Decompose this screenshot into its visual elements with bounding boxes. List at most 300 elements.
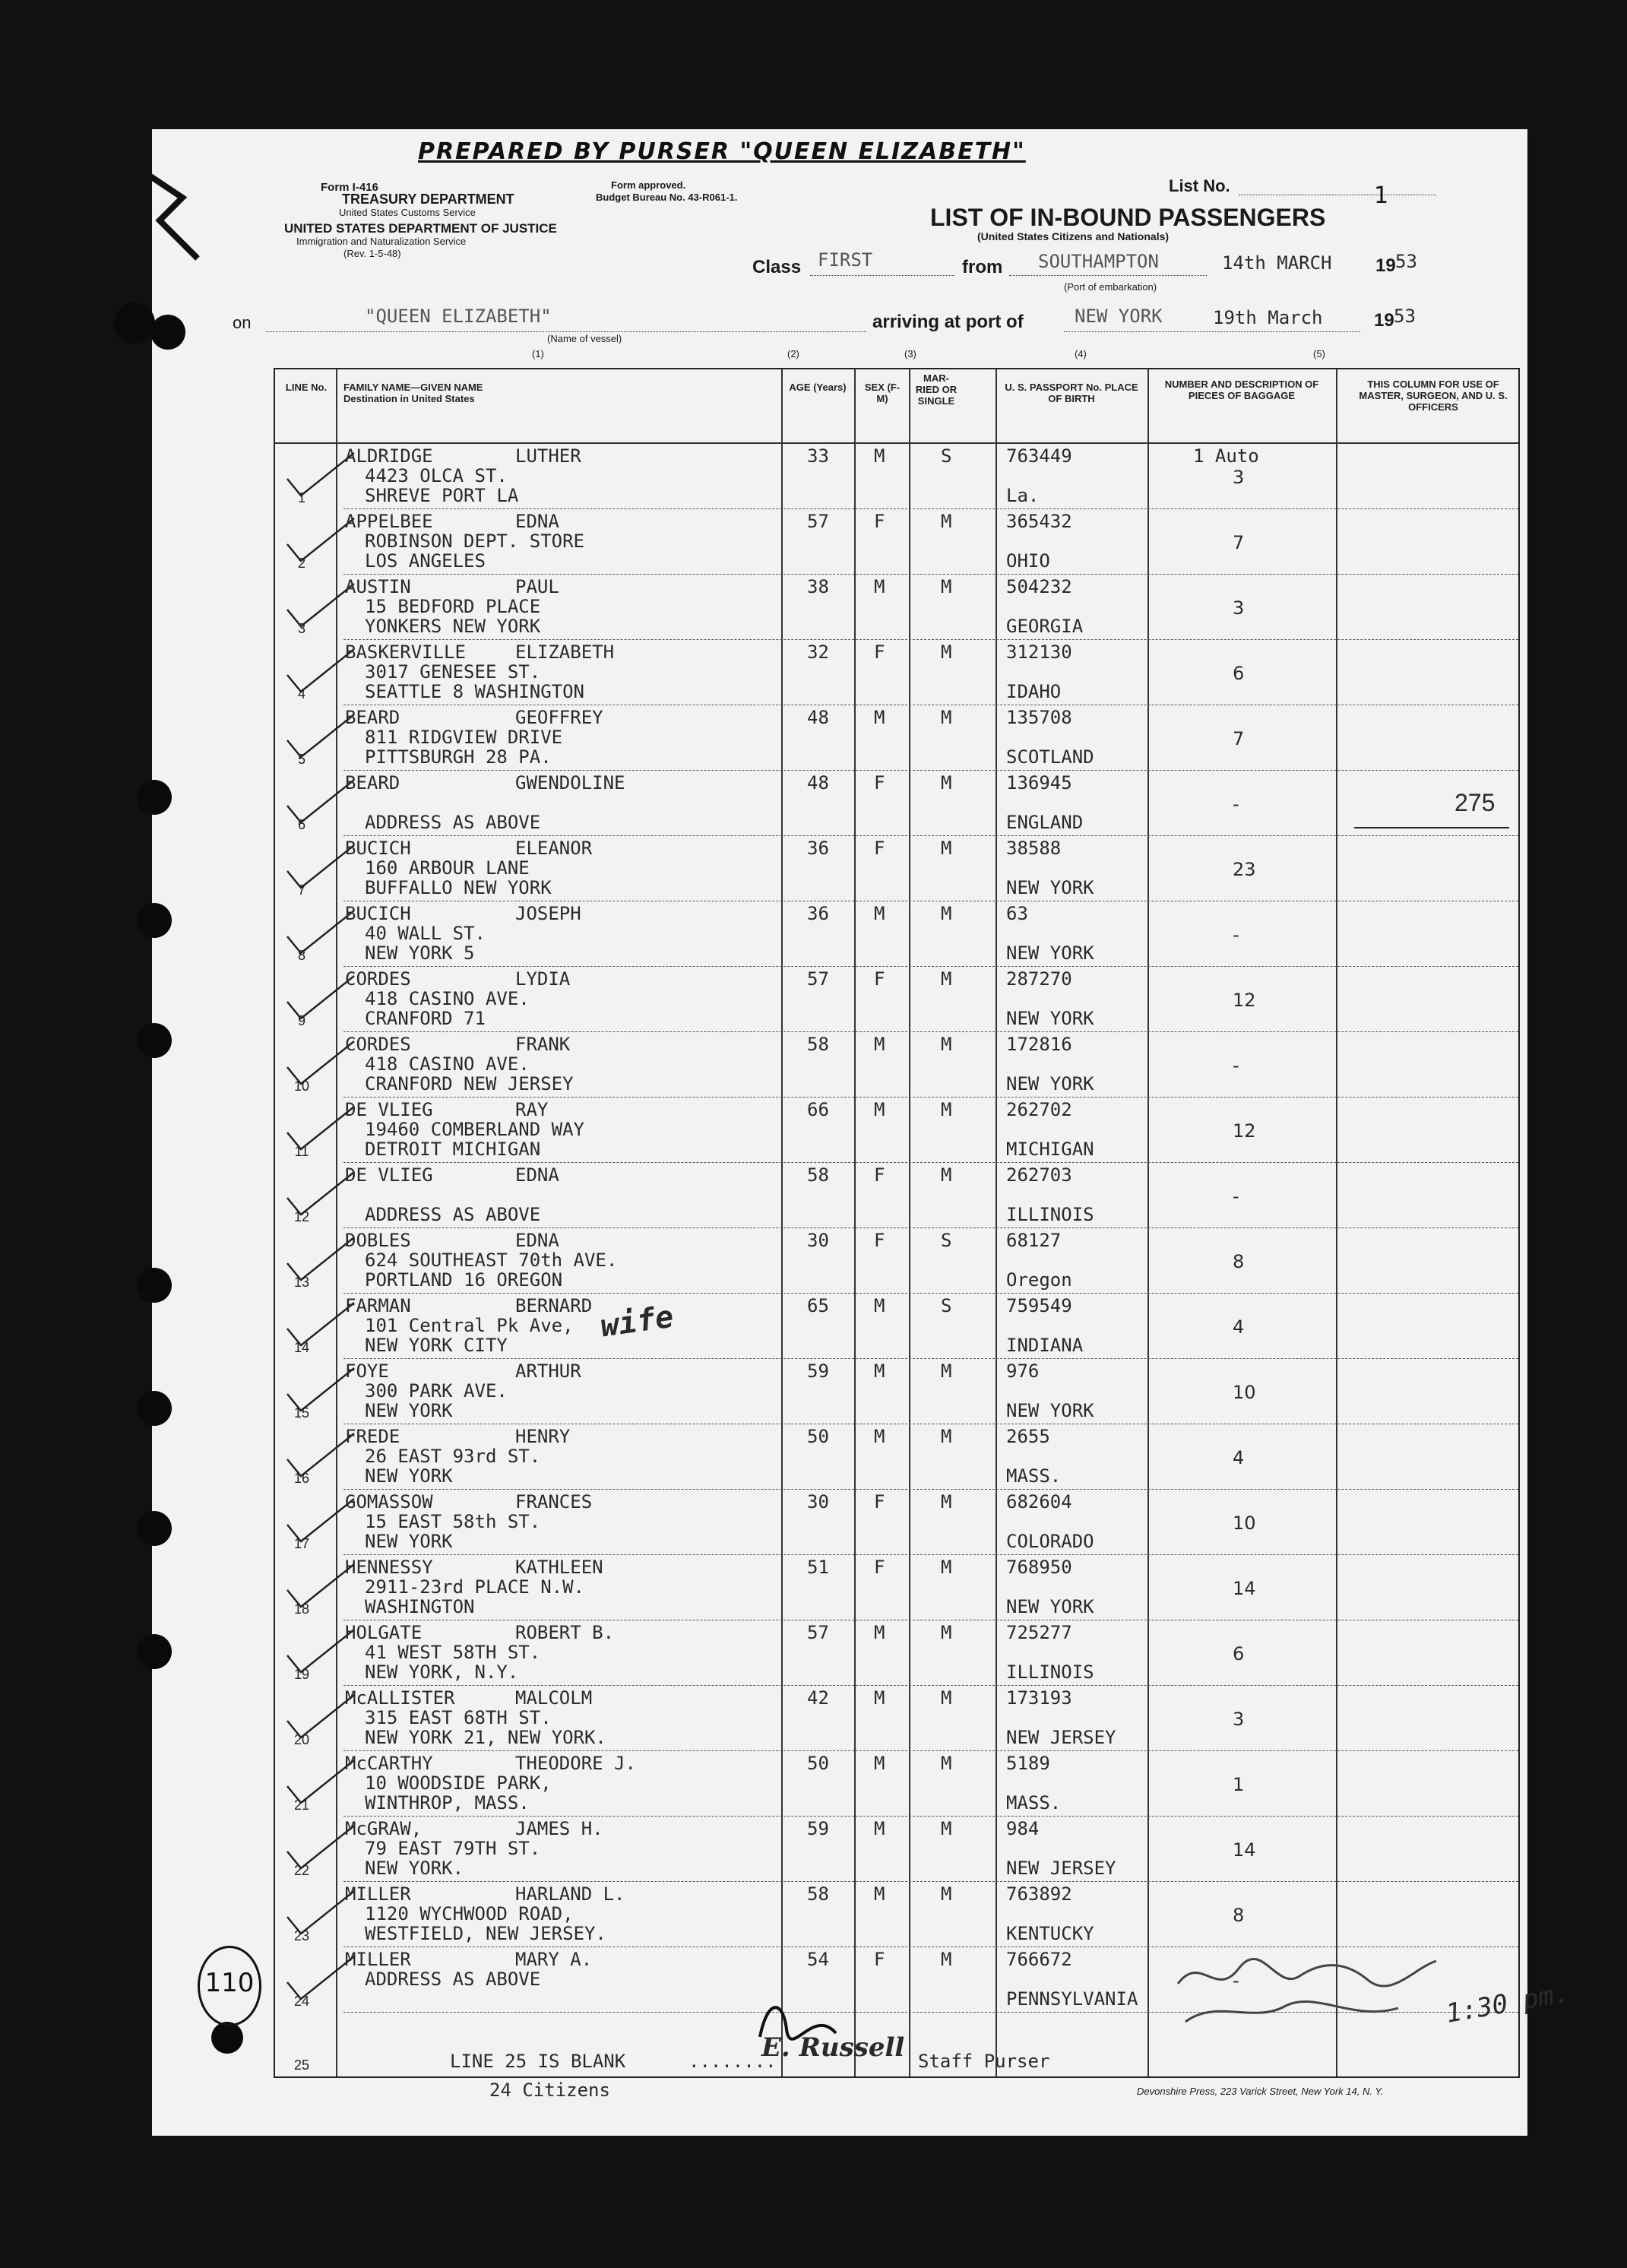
officer-note-value: 275 <box>1454 789 1496 816</box>
address-line-1: 79 EAST 79TH ST. <box>365 1838 541 1859</box>
line-number: 22 <box>293 1863 310 1878</box>
marital-status: M <box>941 707 952 728</box>
marital-status: M <box>941 576 952 597</box>
given-name: EDNA <box>515 1164 559 1186</box>
family-name: FARMAN <box>345 1295 411 1316</box>
line-number: 5 <box>297 752 305 767</box>
table-row <box>275 1751 1518 1817</box>
passport-number: 38588 <box>1006 838 1062 859</box>
passport-number: 682604 <box>1006 1491 1072 1513</box>
colnum-1: (1) <box>532 348 544 360</box>
sex: F <box>874 1557 885 1578</box>
address-line-2: NEW YORK. <box>365 1858 464 1879</box>
family-name: BUCICH <box>345 838 411 859</box>
on-label: on <box>233 313 252 332</box>
family-name: DOBLES <box>345 1230 411 1251</box>
address-line-2: CRANFORD NEW JERSEY <box>365 1073 574 1094</box>
passport-number: 312130 <box>1006 641 1072 663</box>
passport-number: 287270 <box>1006 968 1072 990</box>
marital-status: M <box>941 1426 952 1447</box>
age: 48 <box>807 772 829 793</box>
family-name: BEARD <box>345 772 400 793</box>
marital-status: M <box>941 1034 952 1055</box>
from-line <box>1009 275 1207 276</box>
line-number: 6 <box>297 817 305 832</box>
header-line-no: LINE No. <box>285 382 328 393</box>
age: 42 <box>807 1687 829 1709</box>
baggage-count: - <box>1233 924 1239 946</box>
family-name: DE VLIEG <box>345 1164 433 1186</box>
address-line-1: 41 WEST 58TH ST. <box>365 1642 541 1663</box>
baggage-count: 4 <box>1233 1447 1245 1468</box>
place-of-birth: Oregon <box>1006 1269 1072 1291</box>
place-of-birth: MICHIGAN <box>1006 1139 1094 1160</box>
table-row <box>275 705 1518 771</box>
colnum-3: (3) <box>904 348 916 360</box>
colnum-2: (2) <box>787 348 799 360</box>
sex: M <box>874 1622 885 1643</box>
passport-number: 262702 <box>1006 1099 1072 1120</box>
sex: M <box>874 1295 885 1316</box>
baggage-count: 10 <box>1233 1513 1256 1534</box>
marital-status: M <box>941 772 952 793</box>
age: 50 <box>807 1753 829 1774</box>
family-name: AUSTIN <box>345 576 411 597</box>
address-line-1: 811 RIDGVIEW DRIVE <box>365 727 563 748</box>
address-line-2: ADDRESS AS ABOVE <box>365 1204 541 1225</box>
sex: M <box>874 1818 885 1839</box>
given-name: HENRY <box>515 1426 571 1447</box>
header-married: MAR- RIED OR SINGLE <box>915 372 958 407</box>
sex: F <box>874 772 885 793</box>
passport-number: 68127 <box>1006 1230 1062 1251</box>
punch-hole <box>137 1268 172 1303</box>
sex: M <box>874 1034 885 1055</box>
place-of-birth: NEW YORK <box>1006 877 1094 898</box>
from-value: SOUTHAMPTON <box>1038 251 1159 272</box>
given-name: EDNA <box>515 511 559 532</box>
address-line-2: WESTFIELD, NEW JERSEY. <box>365 1923 606 1944</box>
punch-hole <box>137 1023 172 1058</box>
passport-number: 2655 <box>1006 1426 1050 1447</box>
table-row <box>275 1555 1518 1620</box>
place-of-birth: La. <box>1006 485 1040 506</box>
table-row <box>275 771 1518 836</box>
wife-note: wife <box>598 1299 676 1345</box>
given-name: ELEANOR <box>515 838 593 859</box>
address-line-2: NEW YORK, N.Y. <box>365 1661 519 1683</box>
table-row <box>275 1163 1518 1228</box>
given-name: EDNA <box>515 1230 559 1251</box>
age: 58 <box>807 1164 829 1186</box>
place-of-birth: NEW JERSEY <box>1006 1727 1116 1748</box>
punch-hole <box>211 2022 243 2054</box>
vessel-note: (Name of vessel) <box>547 333 622 344</box>
officer-note-underline <box>1354 827 1509 828</box>
port-line <box>1064 331 1360 332</box>
given-name: FRANK <box>515 1034 571 1055</box>
address-line-1: 2911-23rd PLACE N.W. <box>365 1576 584 1598</box>
age: 57 <box>807 968 829 990</box>
age: 57 <box>807 1622 829 1643</box>
line-number: 3 <box>297 621 305 636</box>
marital-status: M <box>941 838 952 859</box>
age: 54 <box>807 1949 829 1970</box>
table-row <box>275 1686 1518 1751</box>
age: 65 <box>807 1295 829 1316</box>
address-line-1: 15 EAST 58th ST. <box>365 1511 541 1532</box>
given-name: THEODORE J. <box>515 1753 636 1774</box>
given-name: BERNARD <box>515 1295 593 1316</box>
table-row <box>275 575 1518 640</box>
form-approved: Form approved. <box>611 179 686 191</box>
family-name: FOYE <box>345 1360 389 1382</box>
baggage-count: 1 <box>1233 1774 1245 1795</box>
address-line-1: 101 Central Pk Ave, <box>365 1315 574 1336</box>
passport-number: 136945 <box>1006 772 1072 793</box>
line-number: 19 <box>293 1667 310 1682</box>
table-row <box>275 640 1518 705</box>
age: 33 <box>807 445 829 467</box>
sex: M <box>874 707 885 728</box>
purser-signature: E. Russell <box>761 2032 905 2063</box>
circled-number: 110 <box>198 1946 261 2026</box>
line-number: 4 <box>297 686 305 702</box>
address-line-1: 1120 WYCHWOOD ROAD, <box>365 1903 574 1924</box>
passenger-table <box>274 368 1572 2078</box>
class-line <box>810 275 954 276</box>
table-row <box>275 967 1518 1032</box>
family-name: BUCICH <box>345 903 411 924</box>
baggage-count: - <box>1233 1186 1239 1207</box>
baggage-count: 7 <box>1233 728 1245 749</box>
family-name: FREDE <box>345 1426 400 1447</box>
age: 58 <box>807 1883 829 1905</box>
passport-number: 504232 <box>1006 576 1072 597</box>
immigration-service: Immigration and Naturalization Service <box>296 236 467 247</box>
arrive-year-prefix: 19 <box>1374 310 1394 331</box>
place-of-birth: NEW YORK <box>1006 1008 1094 1029</box>
given-name: KATHLEEN <box>515 1557 603 1578</box>
marital-status: M <box>941 1753 952 1774</box>
passport-number: 766672 <box>1006 1949 1072 1970</box>
family-name: BASKERVILLE <box>345 641 466 663</box>
treasury-dept: TREASURY DEPARTMENT <box>342 192 514 207</box>
marital-status: M <box>941 1818 952 1839</box>
marital-status: M <box>941 1099 952 1120</box>
address-line-2: WASHINGTON <box>365 1596 475 1617</box>
baggage-count: 6 <box>1233 663 1245 684</box>
handwritten-initials-stroke <box>1170 1938 1444 2029</box>
marital-status: M <box>941 1360 952 1382</box>
address-line-2: NEW YORK 21, NEW YORK. <box>365 1727 606 1748</box>
address-line-1: 418 CASINO AVE. <box>365 1053 530 1075</box>
passport-number: 262703 <box>1006 1164 1072 1186</box>
sex: F <box>874 838 885 859</box>
place-of-birth: MASS. <box>1006 1792 1062 1813</box>
budget-bureau: Budget Bureau No. 43-R061-1. <box>596 192 738 203</box>
family-name: CORDES <box>345 968 411 990</box>
age: 59 <box>807 1818 829 1839</box>
table-row <box>275 1490 1518 1555</box>
family-name: DE VLIEG <box>345 1099 433 1120</box>
baggage-count: 4 <box>1233 1316 1245 1338</box>
punch-hole <box>137 1511 172 1546</box>
address-line-1: 4423 OLCA ST. <box>365 465 508 486</box>
address-line-2: BUFFALLO NEW YORK <box>365 877 552 898</box>
class-label: Class <box>752 257 802 277</box>
age: 66 <box>807 1099 829 1120</box>
line-number: 21 <box>293 1798 310 1813</box>
line-number: 15 <box>293 1405 310 1421</box>
table-row <box>275 1620 1518 1686</box>
address-line-2: CRANFORD 71 <box>365 1008 486 1029</box>
line-number: 13 <box>293 1275 310 1290</box>
line25-dots: ........ <box>688 2051 777 2072</box>
baggage-count: 3 <box>1233 1709 1245 1730</box>
marital-status: M <box>941 1949 952 1970</box>
printer-imprint: Devonshire Press, 223 Varick Street, New York 14, N. Y. <box>1137 2086 1384 2097</box>
line-number: 11 <box>294 1144 309 1159</box>
address-line-2: NEW YORK <box>365 1400 453 1421</box>
place-of-birth: NEW YORK <box>1006 1073 1094 1094</box>
baggage-count: 14 <box>1233 1839 1256 1861</box>
address-line-1: ROBINSON DEPT. STORE <box>365 531 584 552</box>
address-line-2: NEW YORK CITY <box>365 1335 508 1356</box>
marital-status: S <box>941 445 952 467</box>
address-line-1: 40 WALL ST. <box>365 923 486 944</box>
punch-hole <box>114 303 155 344</box>
place-of-birth: NEW YORK <box>1006 1400 1094 1421</box>
address-line-1: 160 ARBOUR LANE <box>365 857 530 879</box>
line-number: 8 <box>297 948 305 963</box>
punch-hole <box>137 1391 172 1426</box>
given-name: MARY A. <box>515 1949 593 1970</box>
address-line-1: 315 EAST 68TH ST. <box>365 1707 552 1728</box>
table-row <box>275 1098 1518 1163</box>
address-line-1: 19460 COMBERLAND WAY <box>365 1119 584 1140</box>
address-line-2: WINTHROP, MASS. <box>365 1792 530 1813</box>
table-row <box>275 1294 1518 1359</box>
family-name: HOLGATE <box>345 1622 423 1643</box>
given-name: RAY <box>515 1099 549 1120</box>
age: 50 <box>807 1426 829 1447</box>
passport-number: 365432 <box>1006 511 1072 532</box>
given-name: GEOFFREY <box>515 707 603 728</box>
table-row <box>275 444 1518 509</box>
given-name: PAUL <box>515 576 559 597</box>
family-name: HENNESSY <box>345 1557 433 1578</box>
family-name: MILLER <box>345 1949 411 1970</box>
form-number: Form I-416 <box>321 181 378 194</box>
passport-number: 984 <box>1006 1818 1040 1839</box>
given-name: ARTHUR <box>515 1360 581 1382</box>
age: 30 <box>807 1230 829 1251</box>
list-no-value: 1 <box>1374 182 1389 209</box>
marital-status: M <box>941 1883 952 1905</box>
marital-status: M <box>941 641 952 663</box>
sex: F <box>874 968 885 990</box>
passport-number: 172816 <box>1006 1034 1072 1055</box>
line-number: 1 <box>297 490 305 505</box>
place-of-birth: GEORGIA <box>1006 616 1084 637</box>
place-of-birth: NEW JERSEY <box>1006 1858 1116 1879</box>
baggage-count: 10 <box>1233 1382 1256 1403</box>
vessel-name: "QUEEN ELIZABETH" <box>365 306 552 327</box>
sex: M <box>874 1753 885 1774</box>
address-line-2: DETROIT MICHIGAN <box>365 1139 541 1160</box>
punch-hole <box>137 1634 172 1669</box>
given-name: JAMES H. <box>515 1818 603 1839</box>
marital-status: M <box>941 1622 952 1643</box>
sex: M <box>874 445 885 467</box>
passport-number: 63 <box>1006 903 1028 924</box>
sex: M <box>874 903 885 924</box>
list-no-label: List No. <box>1169 176 1230 195</box>
address-line-2: PORTLAND 16 OREGON <box>365 1269 563 1291</box>
baggage-count: 6 <box>1233 1643 1245 1665</box>
address-line-2: NEW YORK 5 <box>365 942 475 964</box>
citizens-count: 24 Citizens <box>489 2080 610 2101</box>
sex: F <box>874 1164 885 1186</box>
sex: F <box>874 1949 885 1970</box>
line-number: 7 <box>297 882 305 898</box>
line-number: 24 <box>293 1994 310 2009</box>
marital-status: M <box>941 1491 952 1513</box>
line-number: 17 <box>293 1536 310 1551</box>
address-line-1: 300 PARK AVE. <box>365 1380 508 1402</box>
address-line-2: NEW YORK <box>365 1531 453 1552</box>
passport-number: 976 <box>1006 1360 1040 1382</box>
sex: F <box>874 641 885 663</box>
header-baggage: NUMBER AND DESCRIPTION OF PIECES OF BAGGAGE <box>1164 379 1319 401</box>
line-number: 20 <box>293 1732 310 1747</box>
marital-status: M <box>941 1687 952 1709</box>
age: 48 <box>807 707 829 728</box>
marital-status: M <box>941 511 952 532</box>
given-name: FRANCES <box>515 1491 593 1513</box>
address-line-2: NEW YORK <box>365 1465 453 1487</box>
table-row <box>275 836 1518 901</box>
given-name: HARLAND L. <box>515 1883 625 1905</box>
sex: M <box>874 1099 885 1120</box>
header-name: FAMILY NAME—GIVEN NAME Destination in United States <box>343 382 483 404</box>
baggage-description: 1 Auto <box>1193 445 1259 467</box>
address-line-2: SEATTLE 8 WASHINGTON <box>365 681 584 702</box>
sex: M <box>874 1360 885 1382</box>
given-name: ELIZABETH <box>515 641 615 663</box>
passport-number: 135708 <box>1006 707 1072 728</box>
baggage-count: 7 <box>1233 532 1245 553</box>
header-officers: THIS COLUMN FOR USE OF MASTER, SURGEON, AND U. S. OFFICERS <box>1359 379 1508 413</box>
passport-number: 768950 <box>1006 1557 1072 1578</box>
depart-year: 53 <box>1395 251 1417 272</box>
vessel-line <box>266 331 866 332</box>
from-label: from <box>962 257 1003 277</box>
sex: F <box>874 1491 885 1513</box>
line-number: 18 <box>293 1601 310 1617</box>
sex: M <box>874 1687 885 1709</box>
depart-year-prefix: 19 <box>1375 255 1396 276</box>
staff-purser: Staff Purser <box>918 2051 1050 2072</box>
age: 51 <box>807 1557 829 1578</box>
age: 38 <box>807 576 829 597</box>
address-line-2: ADDRESS AS ABOVE <box>365 812 541 833</box>
given-name: GWENDOLINE <box>515 772 625 793</box>
line-number: 9 <box>297 1013 305 1028</box>
marital-status: M <box>941 1557 952 1578</box>
given-name: JOSEPH <box>515 903 581 924</box>
sex: M <box>874 576 885 597</box>
place-of-birth: ENGLAND <box>1006 812 1084 833</box>
baggage-count: 14 <box>1233 1578 1256 1599</box>
baggage-count: 8 <box>1233 1905 1245 1926</box>
sex: M <box>874 1883 885 1905</box>
line25-text: LINE 25 IS BLANK <box>450 2051 626 2072</box>
marital-status: S <box>941 1295 952 1316</box>
family-name: MILLER <box>345 1883 411 1905</box>
address-line-1: ADDRESS AS ABOVE <box>365 1969 541 1990</box>
family-name: McALLISTER <box>345 1687 455 1709</box>
place-of-birth: ILLINOIS <box>1006 1661 1094 1683</box>
baggage-count: 23 <box>1233 859 1256 880</box>
embark-note: (Port of embarkation) <box>1064 281 1157 293</box>
line-number: 23 <box>293 1928 310 1943</box>
page-subtitle: (United States Citizens and Nationals) <box>977 230 1170 242</box>
sex: F <box>874 511 885 532</box>
age: 36 <box>807 903 829 924</box>
justice-dept: UNITED STATES DEPARTMENT OF JUSTICE <box>284 221 557 236</box>
family-name: GOMASSOW <box>345 1491 433 1513</box>
given-name: LUTHER <box>515 445 581 467</box>
line-number: 25 <box>293 2057 310 2073</box>
place-of-birth: NEW YORK <box>1006 1596 1094 1617</box>
marital-status: S <box>941 1230 952 1251</box>
table-row <box>275 1032 1518 1098</box>
baggage-count: 12 <box>1233 1120 1256 1142</box>
address-line-1: 26 EAST 93rd ST. <box>365 1446 541 1467</box>
arriving-label: arriving at port of <box>872 312 1024 332</box>
passport-number: 173193 <box>1006 1687 1072 1709</box>
place-of-birth: OHIO <box>1006 550 1050 572</box>
place-of-birth: ILLINOIS <box>1006 1204 1094 1225</box>
age: 57 <box>807 511 829 532</box>
table-row <box>275 1424 1518 1490</box>
colnum-5: (5) <box>1313 348 1325 360</box>
page-title: LIST OF IN-BOUND PASSENGERS <box>930 204 1326 231</box>
baggage-count: 3 <box>1233 467 1245 488</box>
address-line-2: SHREVE PORT LA <box>365 485 519 506</box>
port-value: NEW YORK <box>1075 306 1163 327</box>
depart-date: 14th MARCH <box>1222 252 1332 274</box>
age: 32 <box>807 641 829 663</box>
punch-hole <box>137 903 172 938</box>
table-row <box>275 901 1518 967</box>
marital-status: M <box>941 968 952 990</box>
customs-service: United States Customs Service <box>339 207 476 218</box>
age: 36 <box>807 838 829 859</box>
tear-mark <box>129 152 213 266</box>
arrive-year: 53 <box>1394 306 1416 327</box>
address-line-1: 15 BEDFORD PLACE <box>365 596 541 617</box>
age: 58 <box>807 1034 829 1055</box>
place-of-birth: SCOTLAND <box>1006 746 1094 768</box>
passport-number: 763892 <box>1006 1883 1072 1905</box>
passport-number: 759549 <box>1006 1295 1072 1316</box>
passport-number: 725277 <box>1006 1622 1072 1643</box>
punch-hole <box>150 315 185 350</box>
header-sex: SEX (F-M) <box>864 382 901 404</box>
